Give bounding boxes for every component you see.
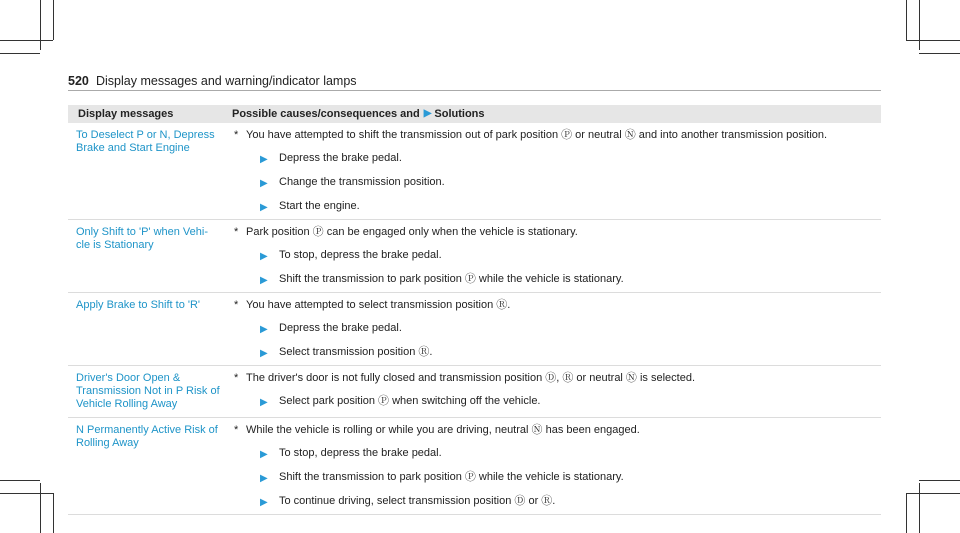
table-row	[68, 365, 881, 417]
causes-and-solutions	[226, 220, 881, 292]
solution-step	[234, 249, 873, 263]
crop-mark	[53, 493, 54, 533]
asterisk-icon: *	[234, 372, 239, 384]
asterisk-icon: *	[234, 129, 239, 141]
crop-mark	[53, 0, 54, 40]
solution-step	[234, 395, 873, 409]
solution-step	[234, 176, 873, 190]
asterisk-icon: *	[234, 299, 239, 311]
cause-text: You have attempted to shift the transmission out of park position Ⓟ or neutral Ⓝ and into another transmission position.	[246, 129, 828, 141]
crop-mark	[919, 53, 960, 54]
arrow-icon: ▶	[260, 473, 268, 484]
causes-and-solutions	[226, 123, 881, 219]
display-message: Apply Brake to Shift to 'R'	[76, 299, 201, 311]
cause-text: You have attempted to select transmission position Ⓡ.	[246, 299, 511, 311]
crop-mark	[919, 0, 920, 50]
cause-text: The driver's door is not fully closed and transmission position Ⓓ, Ⓡ or neutral Ⓝ is selected.	[246, 372, 696, 384]
column-header-messages: Display messages	[78, 108, 174, 120]
table-header	[68, 105, 881, 123]
solution-step	[234, 322, 873, 336]
arrow-icon: ▶	[260, 497, 268, 508]
crop-mark	[919, 483, 920, 533]
arrow-icon: ▶	[260, 154, 268, 165]
column-header-causes	[226, 105, 881, 123]
crop-mark	[40, 483, 41, 533]
solution-step	[234, 471, 873, 485]
arrow-icon: ▶	[260, 202, 268, 213]
display-message: To Deselect P or N, Depress Brake and Start Engine	[76, 129, 215, 154]
solution-step	[234, 346, 873, 360]
solution-step	[234, 273, 873, 287]
table-row	[68, 219, 881, 292]
causes-and-solutions	[226, 418, 881, 514]
column-header-causes-label: Possible causes/consequences and	[232, 108, 420, 120]
solution-step-text: Start the engine.	[279, 200, 360, 212]
arrow-icon: ▶	[260, 275, 268, 286]
solution-step-text: Shift the transmission to park position Ⓟ while the vehicle is stationary.	[279, 273, 624, 285]
table-row	[68, 417, 881, 514]
arrow-icon: ▶	[260, 324, 268, 335]
arrow-icon: ▶	[260, 178, 268, 189]
solution-step	[234, 495, 873, 509]
crop-mark	[906, 0, 907, 40]
arrow-icon: ▶	[260, 449, 268, 460]
cause	[234, 129, 873, 142]
crop-mark	[906, 493, 907, 533]
solution-step-text: Select transmission position Ⓡ.	[279, 346, 433, 358]
arrow-icon: ▶	[423, 108, 432, 119]
crop-mark	[906, 40, 960, 41]
causes-and-solutions	[226, 366, 881, 417]
display-message: Only Shift to 'P' when Vehi-cle is Stationary	[76, 226, 208, 251]
crop-mark	[0, 40, 53, 41]
table-row	[68, 292, 881, 365]
display-message: Driver's Door Open & Transmission Not in P Risk of Vehicle Rolling Away	[76, 372, 220, 410]
solution-step-text: Change the transmission position.	[279, 176, 445, 188]
arrow-icon: ▶	[260, 348, 268, 359]
cause-text: Park position Ⓟ can be engaged only when the vehicle is stationary.	[246, 226, 578, 238]
table-row	[68, 123, 881, 219]
solution-step-text: Shift the transmission to park position Ⓟ while the vehicle is stationary.	[279, 471, 624, 483]
arrow-icon: ▶	[260, 397, 268, 408]
solution-step	[234, 200, 873, 214]
cause	[234, 424, 873, 437]
crop-mark	[0, 493, 53, 494]
display-message: N Permanently Active Risk of Rolling Away	[76, 424, 218, 449]
page-title: Display messages and warning/indicator lamps	[96, 74, 357, 88]
crop-mark	[0, 480, 40, 481]
header-divider	[68, 90, 881, 91]
asterisk-icon: *	[234, 424, 239, 436]
crop-mark	[40, 0, 41, 50]
arrow-icon: ▶	[260, 251, 268, 262]
asterisk-icon: *	[234, 226, 239, 238]
page-number: 520	[68, 74, 89, 88]
solution-step	[234, 152, 873, 166]
crop-mark	[919, 480, 960, 481]
solution-step-text: Depress the brake pedal.	[279, 322, 402, 334]
crop-mark	[906, 493, 960, 494]
solution-step-text: To stop, depress the brake pedal.	[279, 447, 442, 459]
causes-and-solutions	[226, 293, 881, 365]
solution-step	[234, 447, 873, 461]
solution-step-text: To stop, depress the brake pedal.	[279, 249, 442, 261]
solution-step-text: To continue driving, select transmission position Ⓓ or Ⓡ.	[279, 495, 556, 507]
cause	[234, 299, 873, 312]
page-header	[68, 71, 881, 93]
cause	[234, 372, 873, 385]
crop-mark	[0, 53, 40, 54]
cause	[234, 226, 873, 239]
column-header-solutions-label: Solutions	[434, 108, 485, 120]
cause-text: While the vehicle is rolling or while you are driving, neutral Ⓝ has been engaged.	[246, 424, 640, 436]
solution-step-text: Depress the brake pedal.	[279, 152, 402, 164]
solution-step-text: Select park position Ⓟ when switching off the vehicle.	[279, 395, 541, 407]
messages-table	[68, 105, 881, 515]
